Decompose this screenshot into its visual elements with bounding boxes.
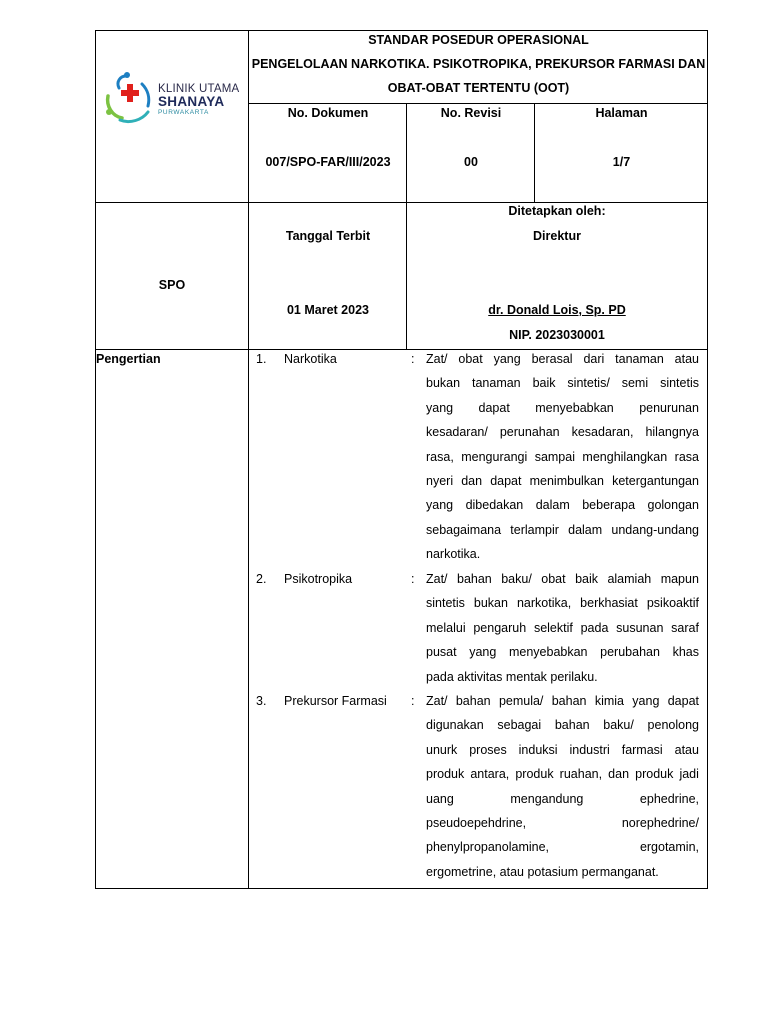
table-border-spo-bottom	[95, 349, 708, 350]
logo-text-shanaya: SHANAYA	[158, 94, 225, 109]
director-nip: NIP. 2023030001	[509, 328, 605, 342]
definition-number: 2.	[256, 572, 267, 586]
doc-number-value: 007/SPO-FAR/III/2023	[265, 155, 391, 169]
definition-text-line: ergometrine, atau potasium permanganat.	[426, 864, 659, 879]
logo-text-purwakarta: PURWAKARTA	[158, 109, 209, 116]
definition-text-line: Zat/ bahan pemula/ bahan kimia yang dapat	[426, 694, 699, 708]
doc-number-label: No. Dokumen	[287, 106, 369, 120]
definition-text-line: nyeri dan dapat menimbulkan ketergantungan	[426, 474, 699, 488]
set-by-label: Ditetapkan oleh:	[508, 204, 606, 218]
header-title-3: OBAT-OBAT TERTENTU (OOT)	[387, 81, 570, 95]
header-title-1: STANDAR POSEDUR OPERASIONAL	[368, 33, 589, 47]
definition-text-line: bukan tanaman baik sintetis/ semi sintetis	[426, 376, 699, 391]
page-label: Halaman	[595, 106, 648, 120]
table-border-bottom	[95, 888, 708, 889]
definition-text-line: Zat/ obat yang berasal dari tanaman atau	[426, 352, 699, 366]
page-value: 1/7	[612, 155, 631, 169]
definition-text-line: unurk proses induksi industri farmasi atau	[426, 742, 699, 757]
definition-text-line: sebagaimana terlampir dalam undang-undang	[426, 522, 699, 537]
header-title-2: PENGELOLAAN NARKOTIKA. PSIKOTROPIKA, PREKURSOR FARMASI DAN	[251, 57, 706, 71]
director-name: dr. Donald Lois, Sp. PD	[488, 303, 626, 317]
definition-text-line: pusat yang menyebabkan perubahan khas	[426, 645, 699, 660]
definition-number: 1.	[256, 352, 267, 366]
spo-label: SPO	[158, 278, 186, 292]
rev-value: 00	[464, 155, 478, 169]
director-role: Direktur	[533, 229, 581, 243]
table-border-top	[95, 30, 708, 31]
definition-term: Psikotropika	[284, 572, 353, 586]
definition-text-line: uang mengandung ephedrine,	[426, 791, 699, 806]
issue-date-label: Tanggal Terbit	[285, 229, 371, 243]
definition-text-line: Zat/ bahan baku/ obat baik alamiah mapun	[426, 572, 699, 586]
definition-text-line: melalui pengaruh selektif pada susunan saraf	[426, 620, 699, 635]
definition-term: Prekursor Farmasi	[284, 694, 387, 708]
definition-text-line: digunakan sebagai bahan baku/ penolong	[426, 718, 699, 733]
definition-text-line: produk antara, produk ruahan, dan produk jadi	[426, 767, 699, 782]
definition-colon: :	[411, 694, 415, 708]
definition-text-line: pseudoepehdrine, norephedrine/	[426, 816, 699, 830]
definition-text-line: phenylpropanolamine, ergotamin,	[426, 840, 699, 855]
definition-term: Narkotika	[284, 352, 337, 366]
section-label-pengertian: Pengertian	[96, 352, 161, 366]
definition-text-line: kesadaran/ perunahan kesadaran, hilangnya	[426, 425, 699, 440]
definition-text-line: yang dapat menyebabkan penurunan	[426, 400, 699, 415]
definition-text-line: pada aktivitas mentak perilaku.	[426, 669, 598, 684]
definition-colon: :	[411, 572, 415, 586]
definition-text-line: sintetis bukan narkotika, berkhasiat psikoaktif	[426, 596, 699, 611]
definition-colon: :	[411, 352, 415, 366]
definition-number: 3.	[256, 694, 267, 708]
table-border-left	[95, 30, 96, 889]
definition-text-line: rasa, mengurangi sampai menghilangkan rasa	[426, 449, 699, 464]
table-border-title-bottom	[249, 103, 708, 104]
rev-label: No. Revisi	[440, 106, 502, 120]
issue-date-value: 01 Maret 2023	[286, 303, 369, 317]
logo-text-klinik: KLINIK UTAMA	[158, 83, 240, 95]
definition-text-line: yang dibedakan dalam beberapa golongan	[426, 498, 699, 513]
definition-text-line: narkotika.	[426, 547, 481, 562]
